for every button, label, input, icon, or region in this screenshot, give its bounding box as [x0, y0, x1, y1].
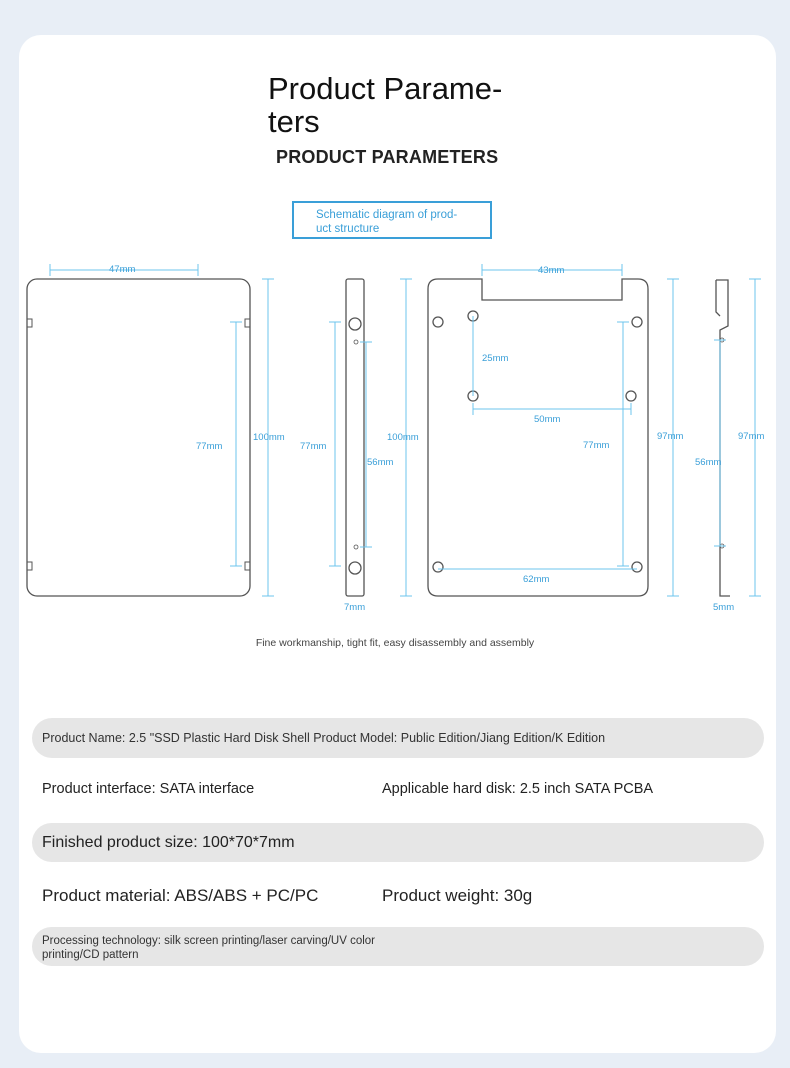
spec-row-material — [32, 876, 764, 916]
dim-front-height: 100mm — [253, 432, 285, 443]
front-view — [27, 279, 250, 596]
spec-row-processing — [32, 927, 764, 966]
dim-back-top-width: 43mm — [538, 265, 565, 276]
dim-back-inner-height: 77mm — [583, 440, 610, 451]
spec-material: Product material: ABS/ABS + PC/PC — [42, 886, 319, 905]
spec-weight: Product weight: 30g — [382, 886, 533, 905]
right-dimension-labels — [695, 431, 764, 613]
spec-processing: Processing technology: silk screen printing/laser carving/UV color printing/CD pattern — [42, 935, 376, 961]
spec-size: Finished product size: 100*70*7mm — [42, 833, 295, 851]
dim-right-thickness: 5mm — [713, 602, 735, 613]
dim-front-width: 47mm — [109, 264, 136, 275]
side-view — [346, 279, 364, 596]
dim-right-height: 97mm — [738, 431, 765, 442]
dim-back-horizontal-hole: 50mm — [534, 414, 561, 425]
front-dimension-labels — [109, 264, 285, 452]
dim-back-vertical-hole: 25mm — [482, 353, 509, 364]
back-dimension-labels — [482, 265, 683, 585]
dim-front-inner-height: 77mm — [196, 441, 223, 452]
dim-right-hole-spacing: 56mm — [695, 457, 722, 468]
page-subtitle: PRODUCT PARAMETERS — [276, 147, 499, 167]
right-profile-view — [716, 280, 730, 596]
back-dimension-lines — [438, 264, 679, 596]
back-view — [428, 279, 648, 596]
spec-row-interface — [32, 770, 764, 808]
dim-side-inner-height: 77mm — [300, 441, 327, 452]
spec-interface: Product interface: SATA interface — [42, 781, 255, 797]
diagram-caption: Fine workmanship, tight fit, easy disassembly and assembly — [255, 637, 535, 649]
spec-hard-disk: Applicable hard disk: 2.5 inch SATA PCBA — [382, 781, 654, 797]
spec-product-name: Product Name: 2.5 "SSD Plastic Hard Disk Shell Product Model: Public Edition/Jiang Edition/K Edition — [42, 731, 606, 745]
dim-side-height: 100mm — [387, 432, 419, 443]
schematic-label: Schematic diagram of prod- uct structure — [316, 209, 458, 235]
dim-side-thickness: 7mm — [344, 602, 366, 613]
spec-row-product-name — [32, 718, 764, 758]
side-dimension-labels — [300, 432, 419, 613]
dim-back-height: 97mm — [657, 431, 684, 442]
spec-row-size — [32, 823, 764, 862]
dim-back-bottom-width: 62mm — [523, 574, 550, 585]
front-dimension-lines — [50, 264, 274, 596]
dim-side-hole-spacing: 56mm — [367, 457, 394, 468]
page-title: Product Parame- ters — [268, 71, 503, 139]
